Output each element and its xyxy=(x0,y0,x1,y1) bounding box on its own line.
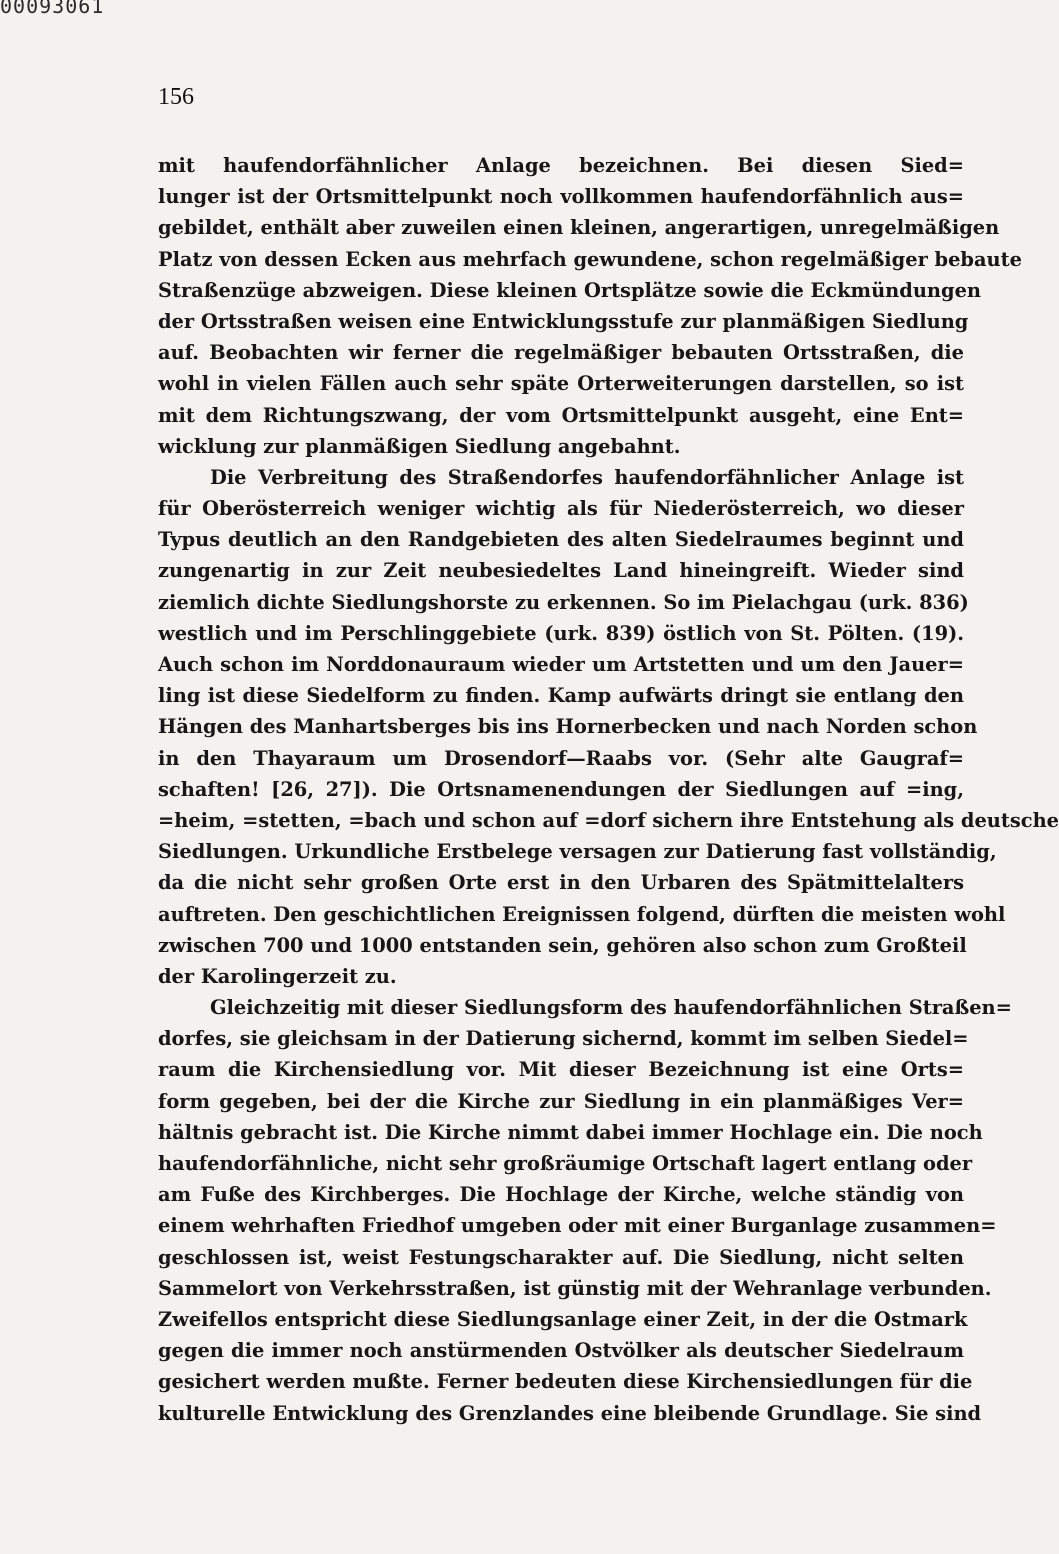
text-line: =heim, =stetten, =bach und schon auf =dorf sichern ihre Entstehung als deutsche xyxy=(158,808,1059,832)
text-line: am Fuße des Kirchberges. Die Hochlage der Kirche, welche ständig von xyxy=(158,1183,964,1207)
text-line: wicklung zur planmäßigen Siedlung angebahnt. xyxy=(158,434,681,458)
text-line: lunger ist der Ortsmittelpunkt noch vollkommen haufendorfähnlich aus= xyxy=(158,185,964,209)
text-line: kulturelle Entwicklung des Grenzlandes eine bleibende Grundlage. Sie sind xyxy=(158,1401,982,1425)
text-line: Typus deutlich an den Randgebieten des alten Siedelraumes beginnt und xyxy=(158,528,964,552)
text-line: schaften! [26, 27]). Die Ortsnamenendungen der Siedlungen auf =ing, xyxy=(158,777,964,801)
scan-id: 00093061 xyxy=(0,0,105,18)
body-text xyxy=(158,150,1059,1429)
text-line: haufendorfähnliche, nicht sehr großräumige Ortschaft lagert entlang oder xyxy=(158,1152,973,1175)
text-line: gesichert werden mußte. Ferner bedeuten diese Kirchensiedlungen für die xyxy=(158,1370,973,1394)
text-line: da die nicht sehr großen Orte erst in den Urbaren des Spätmittelalters xyxy=(158,871,964,895)
text-line: in den Thayaraum um Drosendorf—Raabs vor. (Sehr alte Gaugraf= xyxy=(158,746,964,770)
text-line: wohl in vielen Fällen auch sehr späte Orterweiterungen darstellen, so ist xyxy=(158,372,964,396)
text-line: Sammelort von Verkehrsstraßen, ist günstig mit der Wehranlage verbunden. xyxy=(158,1276,992,1300)
text-line: Auch schon im Norddonauraum wieder um Artstetten und um den Jauer= xyxy=(158,653,964,676)
text-line: form gegeben, bei der die Kirche zur Siedlung in ein planmäßiges Ver= xyxy=(158,1089,964,1113)
text-line: der Karolingerzeit zu. xyxy=(158,964,397,988)
text-line: Gleichzeitig mit dieser Siedlungsform des haufendorfähnlichen Straßen= xyxy=(210,996,1012,1020)
text-line: geschlossen ist, weist Festungscharakter auf. Die Siedlung, nicht selten xyxy=(158,1245,964,1269)
text-line: gegen die immer noch anstürmenden Ostvölker als deutscher Siedelraum xyxy=(158,1339,964,1363)
text-line: mit haufendorfähnlicher Anlage bezeichnen. Bei diesen Sied= xyxy=(158,154,964,177)
text-line: zungenartig in zur Zeit neubesiedeltes Land hineingreift. Wieder sind xyxy=(158,559,964,583)
text-line: hältnis gebracht ist. Die Kirche nimmt dabei immer Hochlage ein. Die noch xyxy=(158,1120,983,1144)
text-line: raum die Kirchensiedlung vor. Mit dieser Bezeichnung ist eine Orts= xyxy=(158,1058,964,1082)
text-line: auf. Beobachten wir ferner die regelmäßiger bebauten Ortsstraßen, die xyxy=(158,341,964,365)
page-number: 156 xyxy=(158,84,194,110)
text-line: einem wehrhaften Friedhof umgeben oder mit einer Burganlage zusammen= xyxy=(158,1214,997,1238)
text-line: auftreten. Den geschichtlichen Ereignissen folgend, dürften die meisten wohl xyxy=(158,902,1006,926)
text-line: der Ortsstraßen weisen eine Entwicklungsstufe zur planmäßigen Siedlung xyxy=(158,309,969,333)
text-line: Straßenzüge abzweigen. Diese kleinen Ortsplätze sowie die Eckmündungen xyxy=(158,278,982,302)
text-line: dorfes, sie gleichsam in der Datierung sichernd, kommt im selben Siedel= xyxy=(158,1027,969,1051)
text-line: Siedlungen. Urkundliche Erstbelege versagen zur Datierung fast vollständig, xyxy=(158,840,997,864)
text-line: gebildet, enthält aber zuweilen einen kleinen, angerartigen, unregelmäßigen xyxy=(158,216,1000,240)
text-line: mit dem Richtungszwang, der vom Ortsmittelpunkt ausgeht, eine Ent= xyxy=(158,403,964,427)
text-line: Die Verbreitung des Straßendorfes haufendorfähnlicher Anlage ist xyxy=(210,465,964,489)
text-line: ziemlich dichte Siedlungshorste zu erkennen. So im Pielachgau (urk. 836) xyxy=(158,590,969,614)
text-line: westlich und im Perschlinggebiete (urk. 839) östlich von St. Pölten. (19). xyxy=(158,621,964,645)
text-line: Hängen des Manhartsberges bis ins Hornerbecken und nach Norden schon xyxy=(158,715,978,739)
text-line: zwischen 700 und 1000 entstanden sein, gehören also schon zum Großteil xyxy=(158,933,967,957)
text-line: Zweifellos entspricht diese Siedlungsanlage einer Zeit, in der die Ostmark xyxy=(158,1307,968,1331)
text-line: für Oberösterreich weniger wichtig als für Niederösterreich, wo dieser xyxy=(158,497,964,521)
text-line: Platz von dessen Ecken aus mehrfach gewundene, schon regelmäßiger bebaute xyxy=(158,247,1022,271)
text-line: ling ist diese Siedelform zu finden. Kamp aufwärts dringt sie entlang den xyxy=(158,684,964,708)
